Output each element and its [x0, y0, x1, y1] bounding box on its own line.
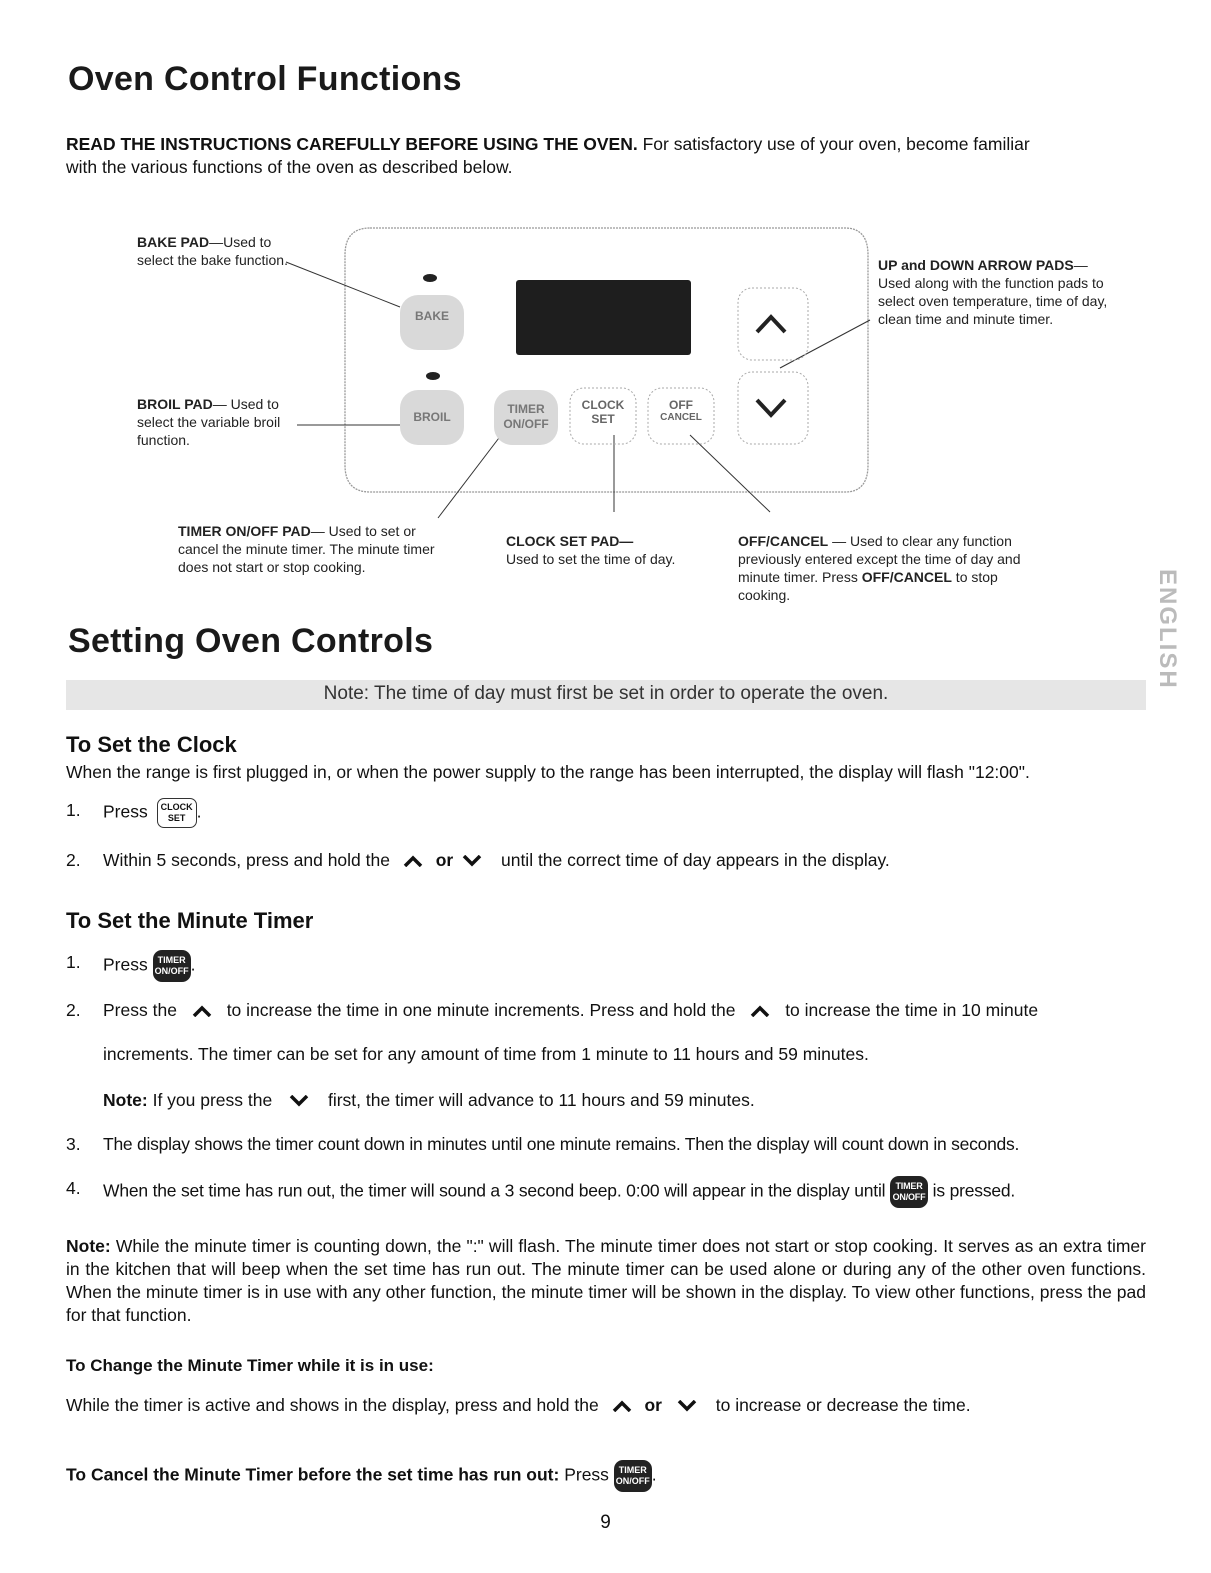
timer-heading: To Set the Minute Timer — [66, 908, 314, 933]
callout-updown-text: — Used along with the function pads to select oven temperature, time of day, clean time and minute timer. — [878, 257, 1108, 327]
bake-indicator-led — [423, 274, 437, 282]
up-arrow-icon — [757, 317, 785, 332]
up-arrow-icon — [192, 1005, 212, 1017]
timer-step-1-num: 1. — [66, 952, 81, 972]
timer-icon-line-2: ON/OFF — [154, 966, 189, 976]
bake-pad[interactable] — [400, 295, 464, 350]
callout-off-text2: to stop cooking. — [738, 569, 998, 603]
down-arrow-icon — [462, 855, 482, 867]
up-arrow-icon — [612, 1400, 632, 1412]
cancel-heading: To Cancel the Minute Timer before the set time has run out: — [66, 1464, 560, 1485]
intro-bold: READ THE INSTRUCTIONS CAREFULLY BEFORE USING THE OVEN. — [66, 134, 638, 154]
timer-step-2-num: 2. — [66, 1000, 81, 1020]
down-arrow-pad — [738, 372, 808, 444]
timer-icon-line-2: ON/OFF — [615, 1476, 650, 1486]
page-title: Oven Control Functions — [68, 60, 462, 98]
off-pad-label-2: CANCEL — [660, 412, 702, 423]
callout-broil-text: — Used to select the variable broil function. — [137, 396, 281, 448]
note-bar-text: Note: The time of day must first be set in order to operate the oven. — [323, 683, 889, 704]
change-text-a: While the timer is active and shows in the display, press and hold the — [66, 1395, 599, 1415]
clock-heading: To Set the Clock — [66, 732, 237, 757]
down-arrow-icon — [677, 1400, 697, 1412]
timer-icon-line-1: TIMER — [618, 1465, 647, 1475]
callout-timer — [178, 522, 460, 576]
timer-pad-icon — [614, 1460, 652, 1492]
callout-timer-text: — Used to set or cancel the minute timer. The minute timer does not start or stop cooking. — [178, 523, 435, 575]
up-arrow-pad — [738, 288, 808, 360]
timer-step-1-content: Press TIMER ON/OFF . — [103, 950, 195, 982]
clock-step-1-text: Press — [103, 801, 148, 822]
up-arrow-icon — [403, 855, 423, 867]
down-arrow-icon — [289, 1095, 309, 1107]
timer-onoff-pad[interactable] — [494, 390, 558, 445]
timer-icon-line-2: ON/OFF — [892, 1192, 926, 1202]
timer-note-paragraph — [66, 1235, 1146, 1327]
callout-clock — [506, 532, 681, 568]
broil-pad-label: BROIL — [413, 410, 451, 424]
note2-bold: Note: — [66, 1236, 111, 1256]
section-title: Setting Oven Controls — [68, 622, 434, 660]
timer-note-text-a: If you press the — [147, 1090, 273, 1110]
down-arrow-icon — [757, 400, 785, 415]
callout-broil — [137, 395, 297, 449]
callout-updown-bold: UP and DOWN ARROW PADS — [878, 257, 1074, 273]
timer-pad-icon — [890, 1176, 928, 1208]
callout-off-bold: OFF/CANCEL — [738, 533, 829, 549]
clock-pad-label-2: SET — [591, 412, 615, 426]
timer-step-2-text-b: to increase the time in one minute increments. Press and hold the — [226, 1000, 736, 1020]
timer-step-2-text-c: to increase the time in 10 minute — [785, 1000, 1039, 1020]
timer-step-4-text-b: is pressed. — [932, 1180, 1016, 1201]
page-number: 9 — [600, 1512, 611, 1533]
panel-outline — [345, 228, 868, 492]
timer-note-bold: Note: — [103, 1090, 148, 1110]
callout-off-text: — Used to clear any function previously entered except the time of day and minute timer. Press — [738, 533, 1021, 585]
clock-step-1-content: Press CLOCK SET . — [103, 798, 201, 828]
off-leader-line — [690, 435, 770, 512]
intro-text-1: For satisfactory use of your oven, become familiar — [637, 134, 1030, 154]
change-or: or — [644, 1395, 662, 1415]
callout-clock-bold: CLOCK SET PAD— — [506, 533, 634, 549]
callout-updown — [878, 256, 1110, 328]
clock-step-2-content — [103, 848, 890, 872]
timer-step-1-text: Press — [103, 954, 148, 975]
broil-pad[interactable] — [400, 390, 464, 445]
callout-bake-text: —Used to select the bake function. — [137, 234, 288, 268]
timer-step-4-content — [103, 1176, 1015, 1208]
change-text-b: to increase or decrease the time. — [715, 1395, 971, 1415]
cancel-line: To Cancel the Minute Timer before the set time has run out: Press TIMER ON/OFF . — [66, 1460, 657, 1492]
clock-set-icon-line-2: SET — [167, 813, 186, 823]
callout-timer-bold: TIMER ON/OFF PAD — [178, 523, 311, 539]
change-heading: To Change the Minute Timer while it is in use: — [66, 1356, 434, 1375]
bake-pad-label: BAKE — [414, 309, 449, 323]
callout-bake — [137, 233, 307, 269]
timer-note — [103, 1088, 1153, 1112]
callout-off — [738, 532, 1033, 604]
timer-step-3-text: The display shows the timer count down in minutes until one minute remains. Then the display will count down in seconds. — [103, 1134, 1020, 1154]
timer-step-4-num: 4. — [66, 1178, 81, 1198]
clock-step-2-text-a: Within 5 seconds, press and hold the — [103, 850, 390, 870]
timer-note-text-b: first, the timer will advance to 11 hours and 59 minutes. — [327, 1090, 755, 1110]
display-screen — [516, 280, 691, 355]
off-pad-label-1: OFF — [669, 398, 693, 412]
clock-step-2-num: 2. — [66, 850, 81, 870]
callout-bake-bold: BAKE PAD — [137, 234, 210, 250]
timer-step-2-content — [103, 998, 1038, 1022]
timer-pad-icon — [153, 950, 191, 982]
timer-pad-label-1: TIMER — [507, 402, 545, 416]
up-arrow-icon — [750, 1005, 770, 1017]
timer-step-4-text-a: When the set time has run out, the timer will sound a 3 second beep. 0:00 will appear in the display until — [103, 1180, 886, 1201]
cancel-press: Press — [564, 1464, 609, 1485]
callout-off-bold2: OFF/CANCEL — [861, 569, 952, 585]
intro-text-2: with the various functions of the oven as described below. — [66, 157, 513, 177]
callout-clock-text: Used to set the time of day. — [506, 551, 676, 567]
clock-intro: When the range is first plugged in, or when the power supply to the range has been interrupted, the display will flash "12:00". — [66, 762, 1030, 782]
broil-indicator-led — [426, 372, 440, 380]
note2-text: While the minute timer is counting down, the ":" will flash. The minute timer does not start or stop cooking. It serves as an extra timer in the kitchen that will beep when the set time has run out. The minute timer can be used alone or during any of the other oven functions. When the minute timer is in use with any other function, the minute timer will be shown in the display. To view other functions, press the pad for that function. — [66, 1236, 1146, 1325]
intro-paragraph — [66, 133, 1156, 179]
clock-set-pad[interactable] — [572, 398, 634, 426]
timer-icon-line-1: TIMER — [895, 1181, 923, 1191]
side-tab-label: ENGLISH — [1154, 569, 1181, 690]
timer-icon-line-1: TIMER — [157, 955, 186, 965]
clock-set-icon-line-1: CLOCK — [160, 802, 193, 812]
timer-step-2-continued: increments. The timer can be set for any amount of time from 1 minute to 11 hours and 59 minutes. — [103, 1044, 869, 1064]
change-text — [66, 1393, 1156, 1417]
callout-broil-bold: BROIL PAD — [137, 396, 213, 412]
arrow-leader-line — [780, 320, 870, 368]
timer-pad-label-2: ON/OFF — [503, 417, 549, 431]
note-bar — [66, 680, 1146, 710]
clock-pad-label-1: CLOCK — [581, 398, 625, 412]
clock-step-2-or: or — [435, 850, 454, 870]
clock-step-1-num: 1. — [66, 800, 81, 820]
timer-step-2-text-a: Press the — [103, 1000, 177, 1020]
clock-set-pad-icon — [157, 798, 197, 828]
off-cancel-pad[interactable] — [650, 398, 712, 423]
clock-step-2-text-b: until the correct time of day appears in the display. — [500, 850, 890, 870]
timer-step-3-num: 3. — [66, 1134, 81, 1154]
